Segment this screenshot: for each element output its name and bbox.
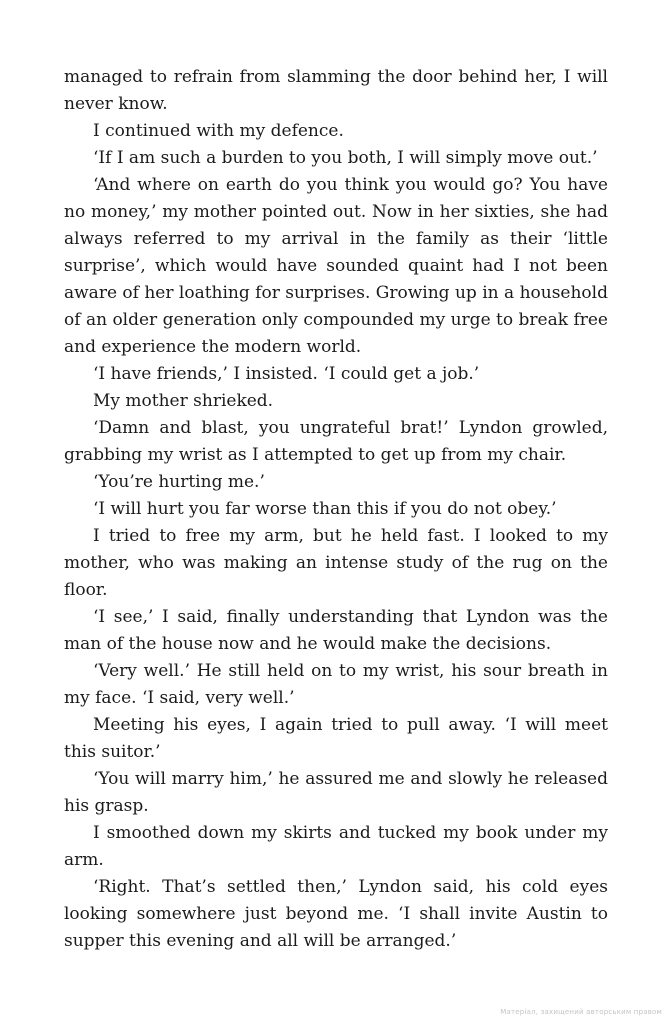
paragraph: ‘I have friends,’ I insisted. ‘I could get a job.’ — [93, 364, 480, 384]
paragraph: ‘Right. That’s settled then,’ Lyndon said, his cold eyes looking somewhere just beyond me. ‘I shall invite Austin to supper this evening and all will be arranged.’ — [64, 877, 608, 951]
paragraph: ‘Damn and blast, you ungrateful brat!’ Lyndon growled, grabbing my wrist as I attempted to get up from my chair. — [64, 418, 608, 465]
copyright-watermark: Матеріал, захищений авторським правом — [500, 1008, 662, 1016]
paragraph: I tried to free my arm, but he held fast. I looked to my mother, who was making an intense study of the rug on the floor. — [64, 526, 608, 600]
paragraph: ‘If I am such a burden to you both, I will simply move out.’ — [93, 148, 598, 168]
paragraph: ‘I will hurt you far worse than this if you do not obey.’ — [93, 499, 557, 519]
paragraph: Meeting his eyes, I again tried to pull away. ‘I will meet this suitor.’ — [64, 715, 608, 762]
paragraph: ‘And where on earth do you think you would go? You have no money,’ my mother pointed out. Now in her sixties, she had always referred to my arrival in the family as their ‘little surprise’, which would have sounded quaint had I not been aware of her loathing for surprises. Growing up in a household of an older generation only compounded my urge to break free and experience the modern world. — [64, 175, 608, 357]
paragraph: ‘I see,’ I said, finally understanding that Lyndon was the man of the house now and he would make the decisions. — [64, 607, 608, 654]
paragraph: I continued with my defence. — [93, 121, 344, 141]
paragraph: My mother shrieked. — [93, 391, 274, 411]
paragraph: ‘Very well.’ He still held on to my wrist, his sour breath in my face. ‘I said, very well.’ — [64, 661, 608, 708]
paragraph: I smoothed down my skirts and tucked my book under my arm. — [64, 823, 608, 870]
book-page-text — [64, 64, 608, 955]
paragraph: ‘You’re hurting me.’ — [93, 472, 265, 492]
paragraph: ‘You will marry him,’ he assured me and slowly he released his grasp. — [64, 769, 608, 816]
paragraph: managed to refrain from slamming the door behind her, I will never know. — [64, 67, 608, 114]
